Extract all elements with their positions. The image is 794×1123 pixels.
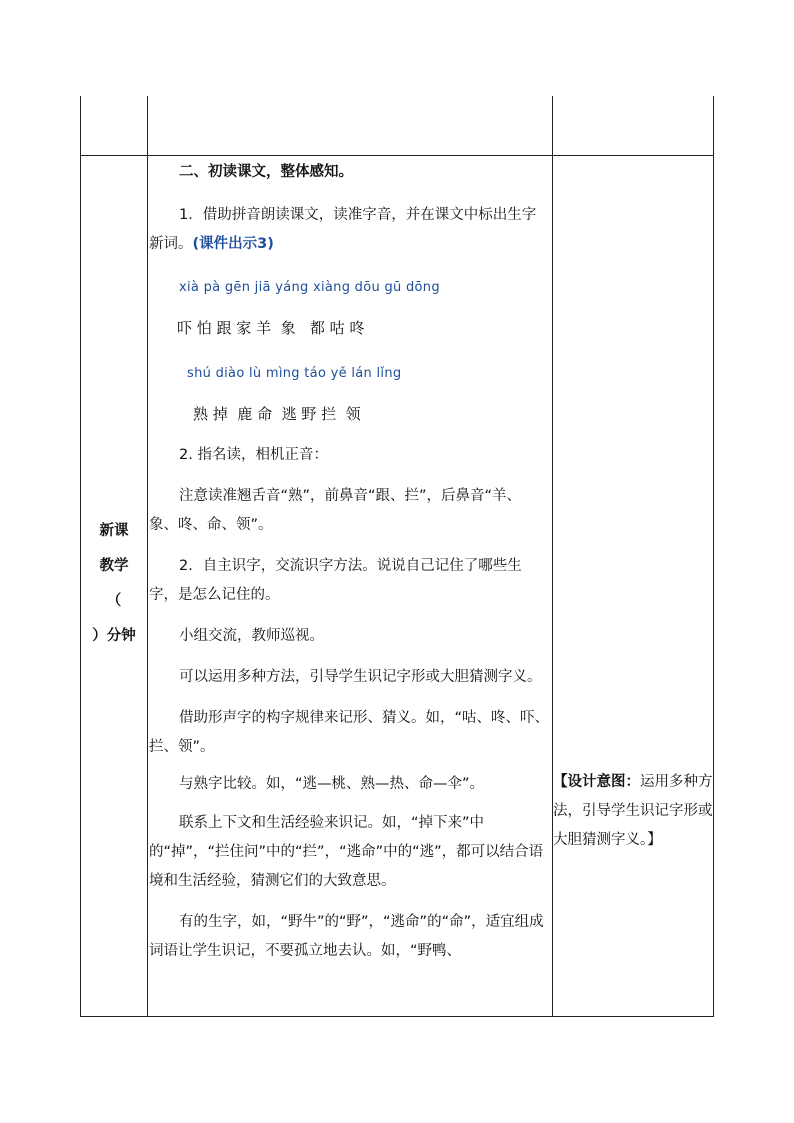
hanzi-row-1: 吓 怕 跟 家 羊 象 都 咕 咚: [177, 319, 365, 337]
label-line-2: 教学: [99, 558, 129, 574]
paragraph-name-reading: 2. 指名读，相机正音：: [179, 447, 328, 463]
design-intent-colon: ：: [625, 774, 640, 790]
design-intent: [553, 768, 713, 855]
courseware-note: (课件出示3): [192, 236, 274, 252]
design-intent-label: 【设计意图: [553, 774, 626, 790]
lesson-section-label: [81, 514, 147, 654]
table-divider-2: [552, 96, 553, 1017]
label-line-3: （: [106, 593, 122, 609]
label-line-4: ）分钟: [92, 628, 136, 644]
paragraph-pronunciation: 注意读准翘舌音“熟”，前鼻音“跟、拦”，后鼻音“羊、象、咚、命、领”。: [149, 488, 522, 533]
design-intent-text: 运用多种方法，引导学生识记字形或大胆猜测字义。】: [553, 774, 713, 848]
paragraph-compare: 与熟字比较。如，“逃—桃、熟—热、命—伞”。: [179, 776, 485, 792]
section-heading: 二、初读课文，整体感知。: [179, 164, 353, 180]
paragraph-phonetic-compound: 借助形声字的构字规律来记形、猜义。如，“咕、咚、吓、拦、领”。: [149, 710, 550, 755]
table-border-bottom: [80, 1016, 714, 1017]
paragraph-read-aloud: [147, 201, 552, 259]
paragraph-word-groups: 有的生字，如，“野牛”的“野”，“逃命”的“命”，适宜组成词语让学生识记，不要孤立地去认。如，“野鸭、: [149, 914, 544, 959]
label-line-1: 新课: [99, 523, 129, 539]
paragraph-context: 联系上下文和生活经验来识记。如，“掉下来”中的“掉”，“拦住问”中的“拦”，“逃命”中的“逃”，都可以结合语境和生活经验，猜测它们的大致意思。: [149, 815, 544, 889]
lesson-content: [147, 156, 552, 966]
paragraph-group: 小组交流，教师巡视。: [179, 628, 324, 644]
paragraph-self-study: 2．自主识字，交流识字方法。说说自己记住了哪些生字，是怎么记住的。: [149, 558, 522, 603]
pinyin-row-2: shú diào lù mìng táo yě lán lǐng: [187, 366, 402, 381]
hanzi-row-2: 熟 掉 鹿 命 逃 野 拦 领: [193, 405, 361, 423]
pinyin-row-1: xià pà gēn jiā yáng xiàng dōu gū dōng: [179, 280, 440, 295]
table-border-right: [713, 96, 714, 1017]
paragraph-methods: 可以运用多种方法，引导学生识记字形或大胆猜测字义。: [179, 669, 542, 685]
paragraph-text: 1．借助拼音朗读课文，读准字音，并在课文中标出生字新词。: [149, 207, 537, 252]
